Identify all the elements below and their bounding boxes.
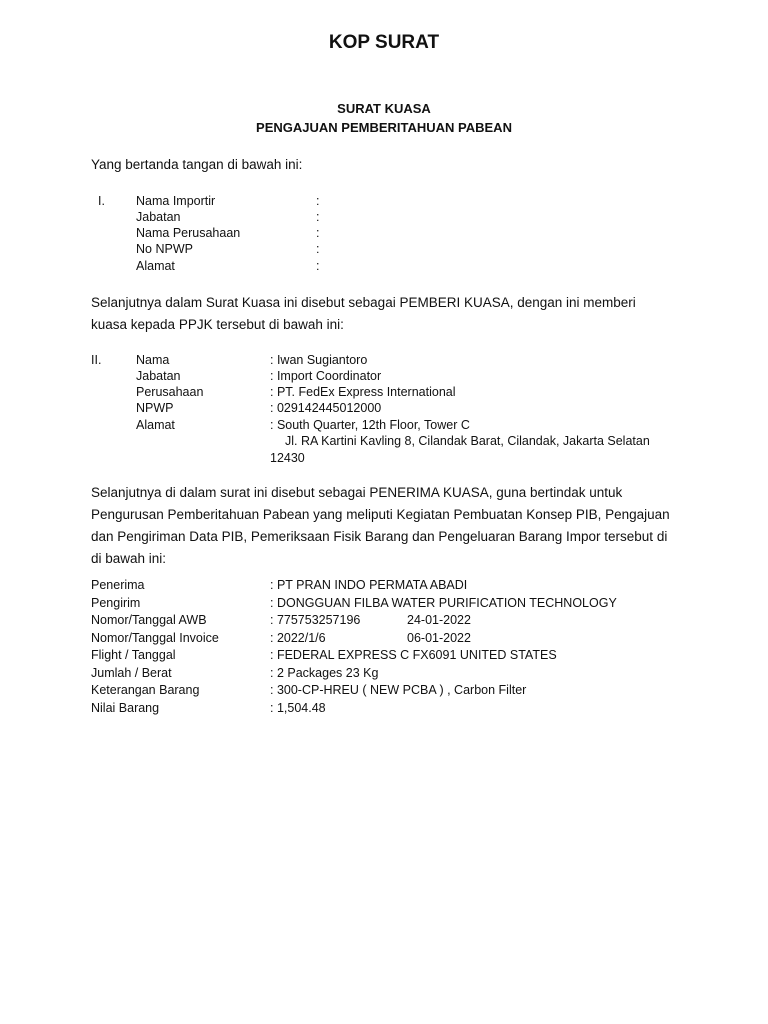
letterhead-title: KOP SURAT xyxy=(328,32,440,53)
field-label: Alamat xyxy=(136,259,175,273)
document-subtitle: PENGAJUAN PEMBERITAHUAN PABEAN xyxy=(256,120,512,135)
detail-value: : 300-CP-HREU ( NEW PCBA ) , Carbon Filter xyxy=(270,683,527,697)
field-label: No NPWP xyxy=(136,242,193,256)
grantor-paragraph: Selanjutnya dalam Surat Kuasa ini disebut sebagai PEMBERI KUASA, dengan ini memberi kuasa kepada PPJK tersebut di bawah ini: xyxy=(91,295,636,332)
detail-label: Jumlah / Berat xyxy=(91,666,172,680)
section-numeral: I. xyxy=(98,194,105,208)
field-label: Perusahaan xyxy=(136,385,204,399)
detail-value: : DONGGUAN FILBA WATER PURIFICATION TECHNOLOGY xyxy=(270,596,617,610)
detail-value: : 2 Packages 23 Kg xyxy=(270,666,379,680)
detail-label: Keterangan Barang xyxy=(91,683,200,697)
field-value: : South Quarter, 12th Floor, Tower C xyxy=(270,418,470,432)
detail-date: 24-01-2022 xyxy=(407,613,471,627)
address-line: 12430 xyxy=(270,451,305,465)
field-separator: : xyxy=(316,242,320,256)
field-separator: : xyxy=(316,194,320,208)
section-numeral: II. xyxy=(91,353,102,367)
field-label: Alamat xyxy=(136,418,175,432)
detail-value: : 2022/1/6 xyxy=(270,631,326,645)
field-label: Jabatan xyxy=(136,210,181,224)
detail-label: Penerima xyxy=(91,578,145,592)
detail-value: : 1,504.48 xyxy=(270,701,326,715)
detail-label: Pengirim xyxy=(91,596,141,610)
field-value: : 029142445012000 xyxy=(270,401,382,415)
detail-value: : FEDERAL EXPRESS C FX6091 UNITED STATES xyxy=(270,648,557,662)
address-line: Jl. RA Kartini Kavling 8, Cilandak Barat, Cilandak, Jakarta Selatan xyxy=(285,434,650,448)
field-label: Jabatan xyxy=(136,369,181,383)
detail-label: Nilai Barang xyxy=(91,701,160,715)
detail-date: 06-01-2022 xyxy=(407,631,471,645)
field-label: NPWP xyxy=(136,401,174,415)
detail-value: : 775753257196 xyxy=(270,613,361,627)
field-separator: : xyxy=(316,210,320,224)
detail-value: : PT PRAN INDO PERMATA ABADI xyxy=(270,578,468,592)
field-label: Nama Importir xyxy=(136,194,216,208)
field-value: : PT. FedEx Express International xyxy=(270,385,456,399)
field-separator: : xyxy=(316,259,320,273)
document-title: SURAT KUASA xyxy=(337,101,431,116)
detail-label: Flight / Tanggal xyxy=(91,648,176,662)
detail-label: Nomor/Tanggal Invoice xyxy=(91,631,219,645)
field-label: Nama Perusahaan xyxy=(136,226,241,240)
intro-text: Yang bertanda tangan di bawah ini: xyxy=(91,157,303,172)
field-separator: : xyxy=(316,226,320,240)
field-label: Nama xyxy=(136,353,170,367)
grantee-paragraph: Selanjutnya di dalam surat ini disebut sebagai PENERIMA KUASA, guna bertindak untuk Pengurusan Pemberitahuan Pabean yang meliputi Kegiatan Pembuatan Konsep PIB, Pengajuan dan Pengiriman Data PIB, Pemeriksaan Fisik Barang dan Pengeluaran Barang Impor tersebut di di bawah ini: xyxy=(91,485,670,566)
field-value: : Iwan Sugiantoro xyxy=(270,353,368,367)
field-value: : Import Coordinator xyxy=(270,369,382,383)
detail-label: Nomor/Tanggal AWB xyxy=(91,613,207,627)
